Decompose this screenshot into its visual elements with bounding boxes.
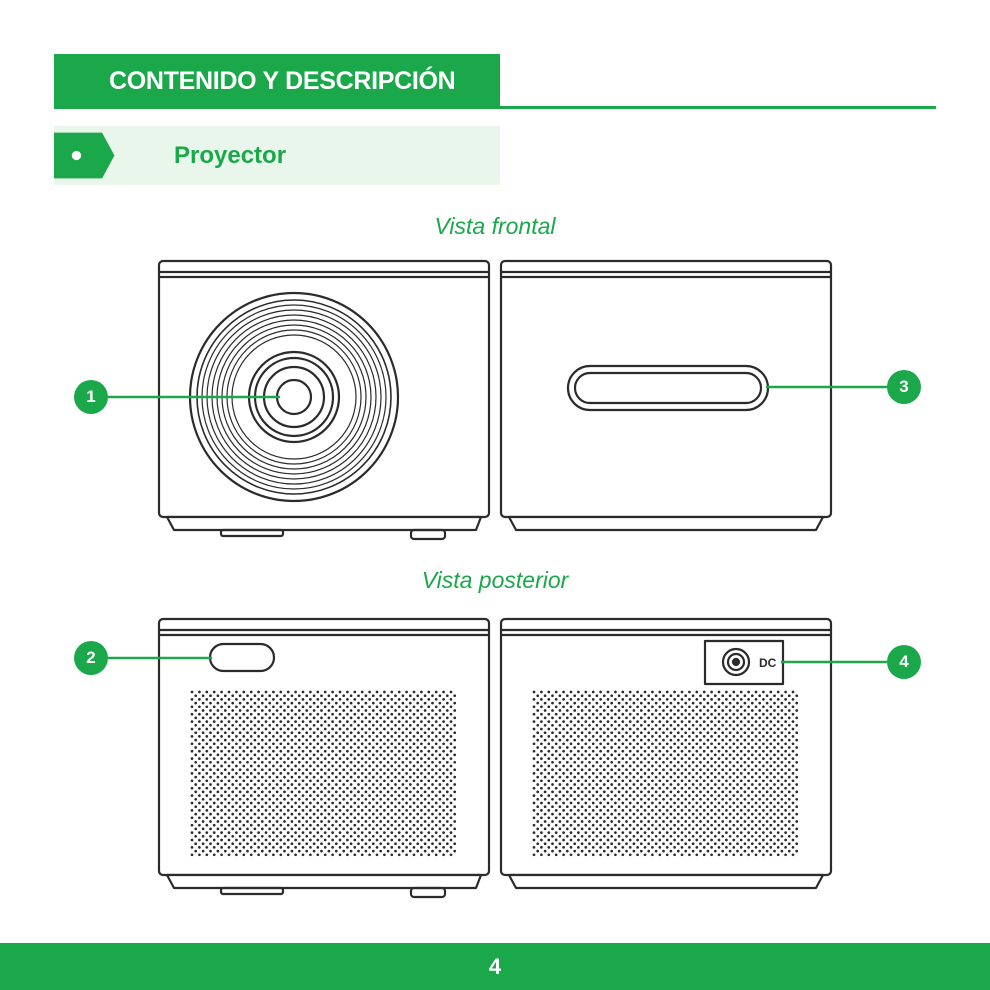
front-view-caption: Vista frontal <box>434 213 556 239</box>
page-footer <box>0 943 990 990</box>
projector-front-view <box>159 261 831 539</box>
callout-4: 4 <box>887 645 921 679</box>
subsection-title: Proyector <box>174 142 287 169</box>
rear-view-caption: Vista posterior <box>421 567 569 593</box>
dc-port-label: DC <box>759 656 777 670</box>
callout-1: 1 <box>74 380 108 414</box>
callout-3: 3 <box>887 370 921 404</box>
callout-2: 2 <box>74 641 108 675</box>
section-title: CONTENIDO Y DESCRIPCIÓN <box>109 67 456 95</box>
page-number: 4 <box>488 953 502 979</box>
